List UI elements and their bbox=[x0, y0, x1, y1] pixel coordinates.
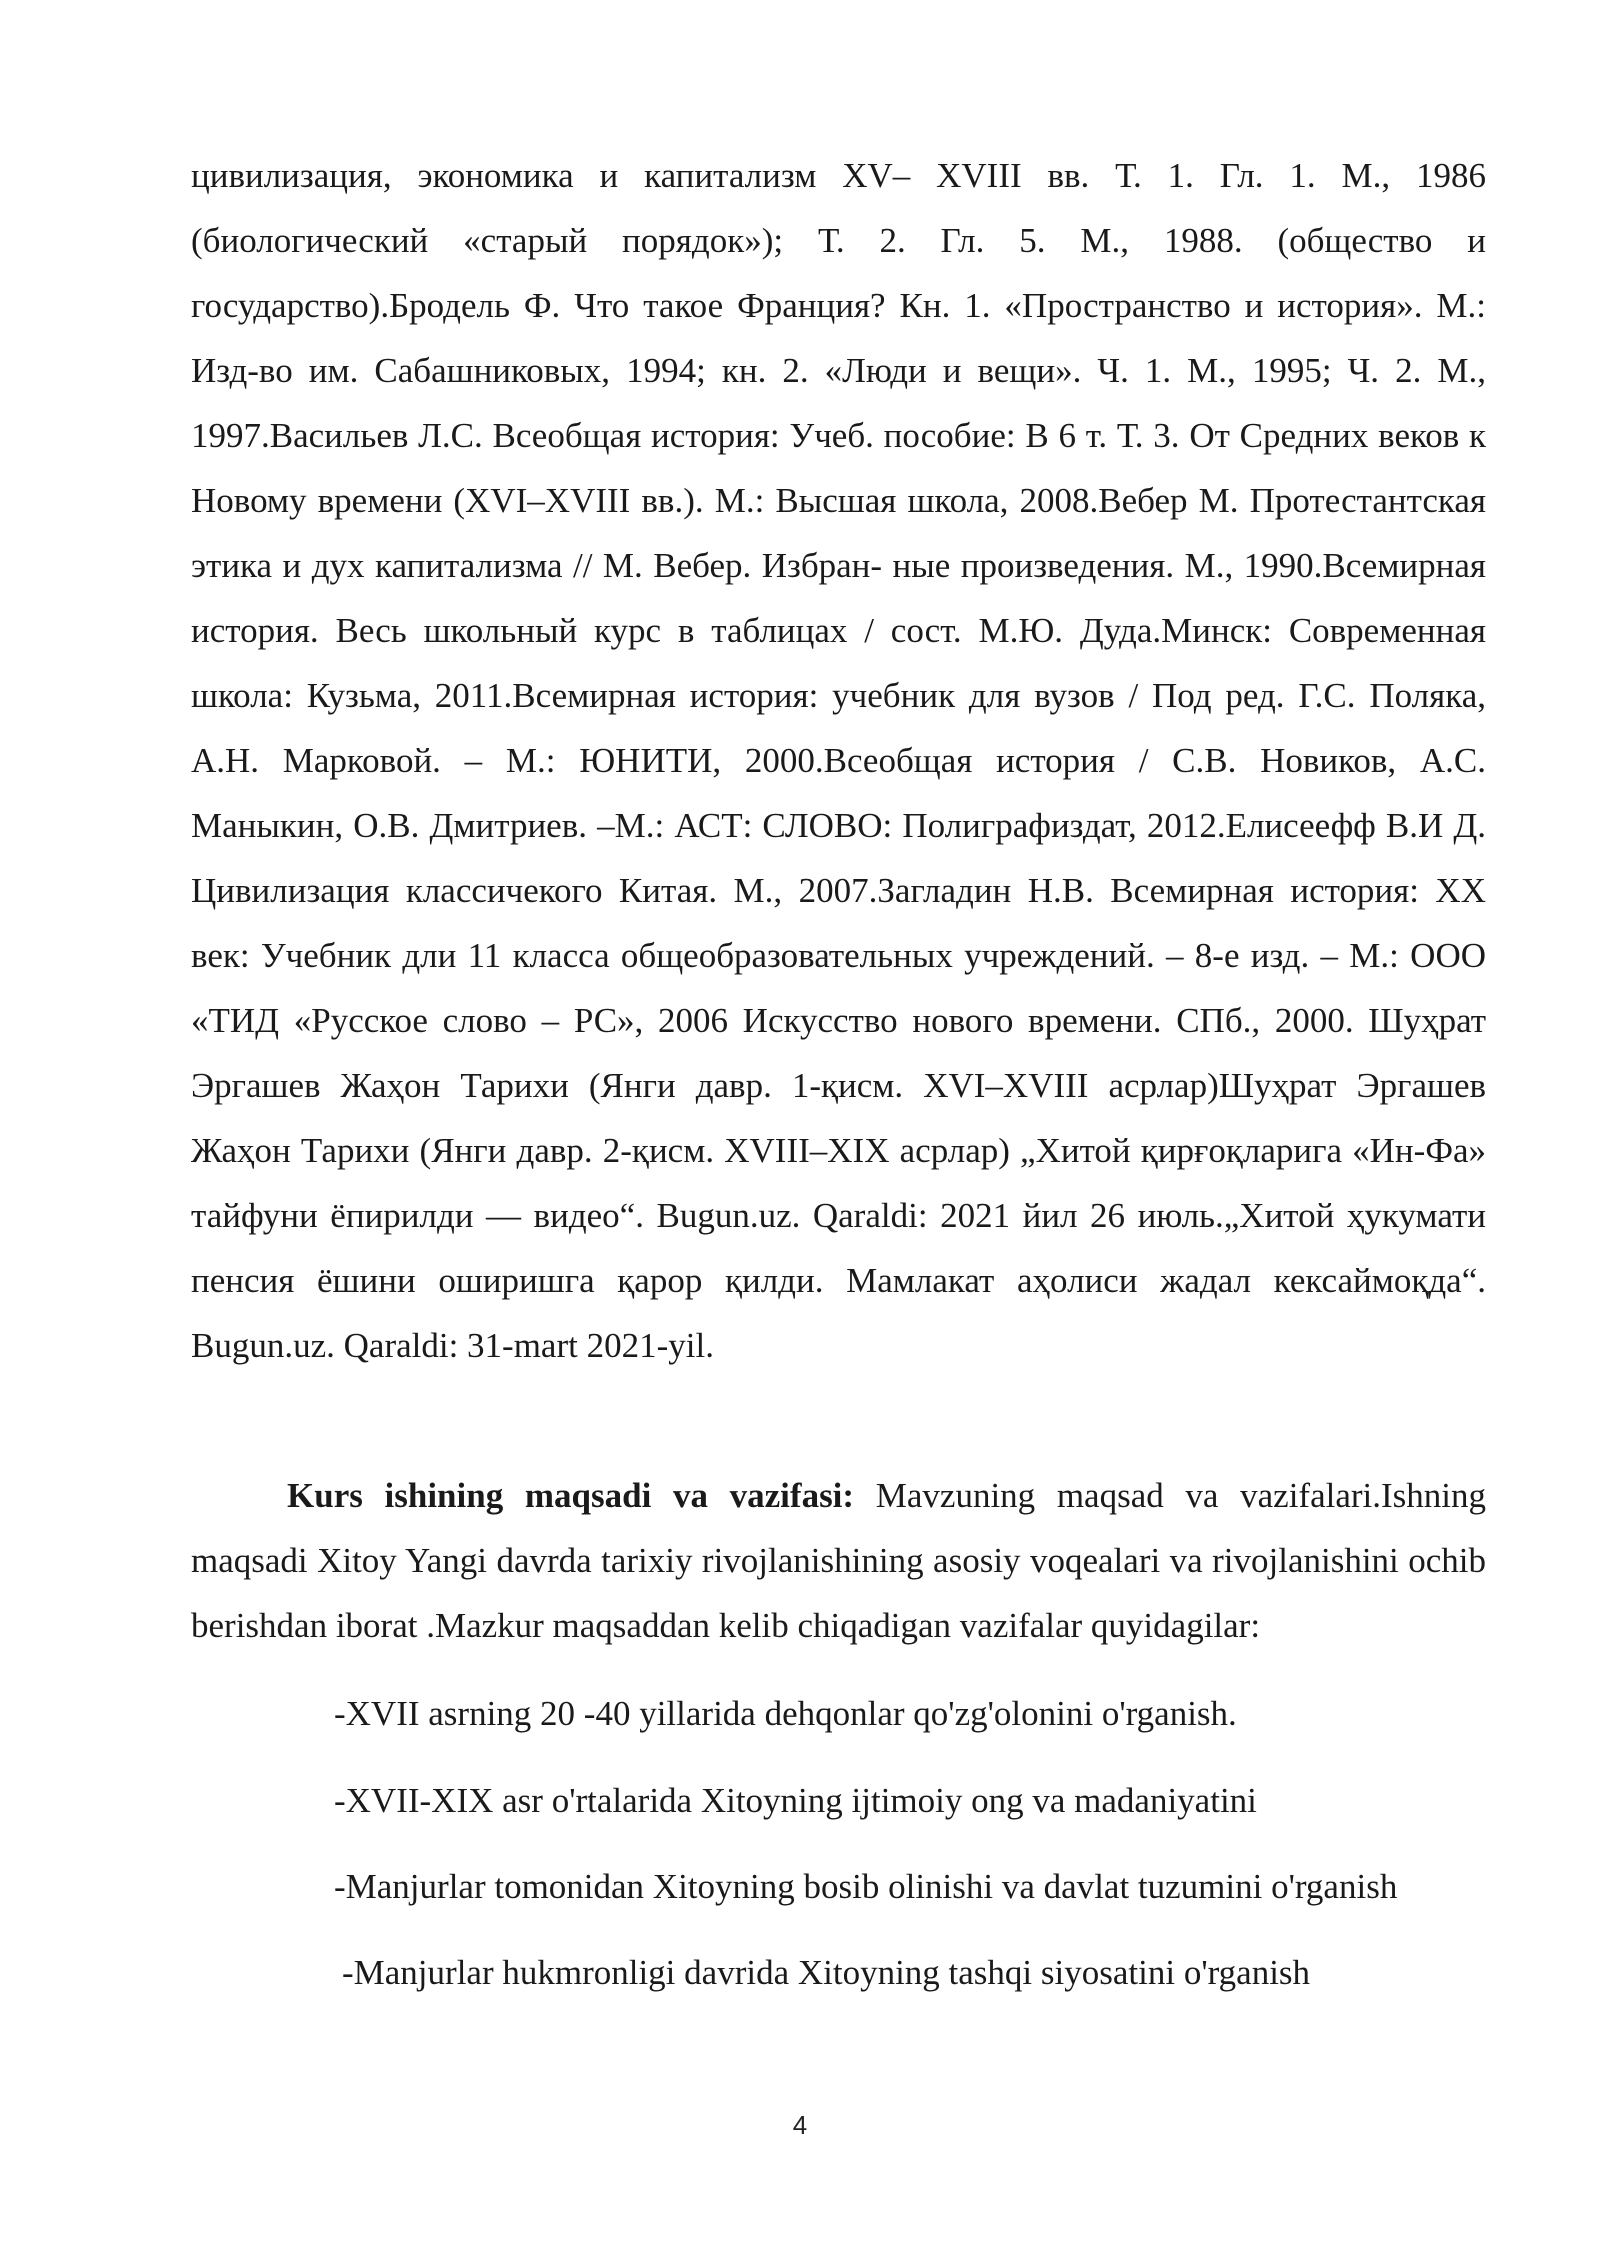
page-number: 4 bbox=[792, 2110, 808, 2140]
task-item: -XVII-XIX asr o'rtalarida Xitoyning ijtimoiy ong va madaniyatini bbox=[334, 1781, 1257, 1820]
task-item: -XVII asrning 20 -40 yillarida dehqonlar qo'zg'olonini o'rganish. bbox=[334, 1694, 1237, 1733]
task-item: -Manjurlar tomonidan Xitoyning bosib olinishi va davlat tuzumini o'rganish bbox=[334, 1867, 1398, 1906]
goal-paragraph bbox=[191, 1463, 1486, 1658]
goal-text: Mavzuning maqsad va vazifalari.Ishning maqsadi Xitoy Yangi davrda tarixiy rivojlanishining asosiy voqealari va rivojlanishini ochib berishdan iborat .Mazkur maqsaddan kelib chiqadigan vazifalar quyidagilar: bbox=[191, 1476, 1486, 1645]
references-paragraph: цивилизация, экономика и капитализм XV– XVIII вв. Т. 1. Гл. 1. М., 1986 (биологический «старый порядок»); Т. 2. Гл. 5. М., 1988. (общество и государство).Бродель Ф. Что такое Франция? Кн. 1. «Пространство и история». М.: Изд-во им. Сабашниковых, 1994; кн. 2. «Люди и вещи». Ч. 1. М., 1995; Ч. 2. М., 1997.Васильев Л.С. Всеобщая история: Учеб. пособие: В 6 т. Т. 3. От Средних веков к Новому времени (XVI–XVIII вв.). М.: Высшая школа, 2008.Вебер М. Протестантская этика и дух капитализма // М. Вебер. Избран- ные произведения. М., 1990.Всемирная история. Весь школьный курс в таблицах / сост. М.Ю. Дуда.Минск: Современная школа: Кузьма, 2011.Всемирная история: учебник для вузов / Под ред. Г.С. Поляка, А.Н. Марковой. – М.: ЮНИТИ, 2000.Всеобщая история / С.В. Новиков, А.С. Маныкин, О.В. Дмитриев. –М.: АСТ: СЛОВО: Полиграфиздат, 2012.Елисеефф В.И Д. Цивилизация классичекого Китая. М., 2007.Загладин Н.В. Всемирная история: XX век: Учебник дли 11 класса общеобразовательных учреждений. – 8-е изд. – М.: ООО «ТИД «Русское слово – РС», 2006 Искусство нового времени. СПб., 2000. Шуҳрат Эргашев Жаҳон Тарихи (Янги давр. 1-қисм. XVI–XVIII асрлар)Шуҳрат Эргашев Жаҳон Тарихи (Янги давр. 2-қисм. XVIII–XIX асрлар) „Хитой қирғоқларига «Ин-Фа» тайфуни ёпирилди — видео“. Bugun.uz. Qaraldi: 2021 йил 26 июль.„Хитой ҳукумати пенсия ёшини оширишга қарор қилди. Мамлакат аҳолиси жадал кексаймоқда“. Bugun.uz. Qaraldi: 31-mart 2021-yil. bbox=[191, 156, 1486, 1365]
goal-heading: Kurs ishining maqsadi va vazifasi: bbox=[287, 1476, 855, 1515]
task-item: -Manjurlar hukmronligi davrida Xitoyning tashqi siyosatini o'rganish bbox=[342, 1953, 1311, 1992]
